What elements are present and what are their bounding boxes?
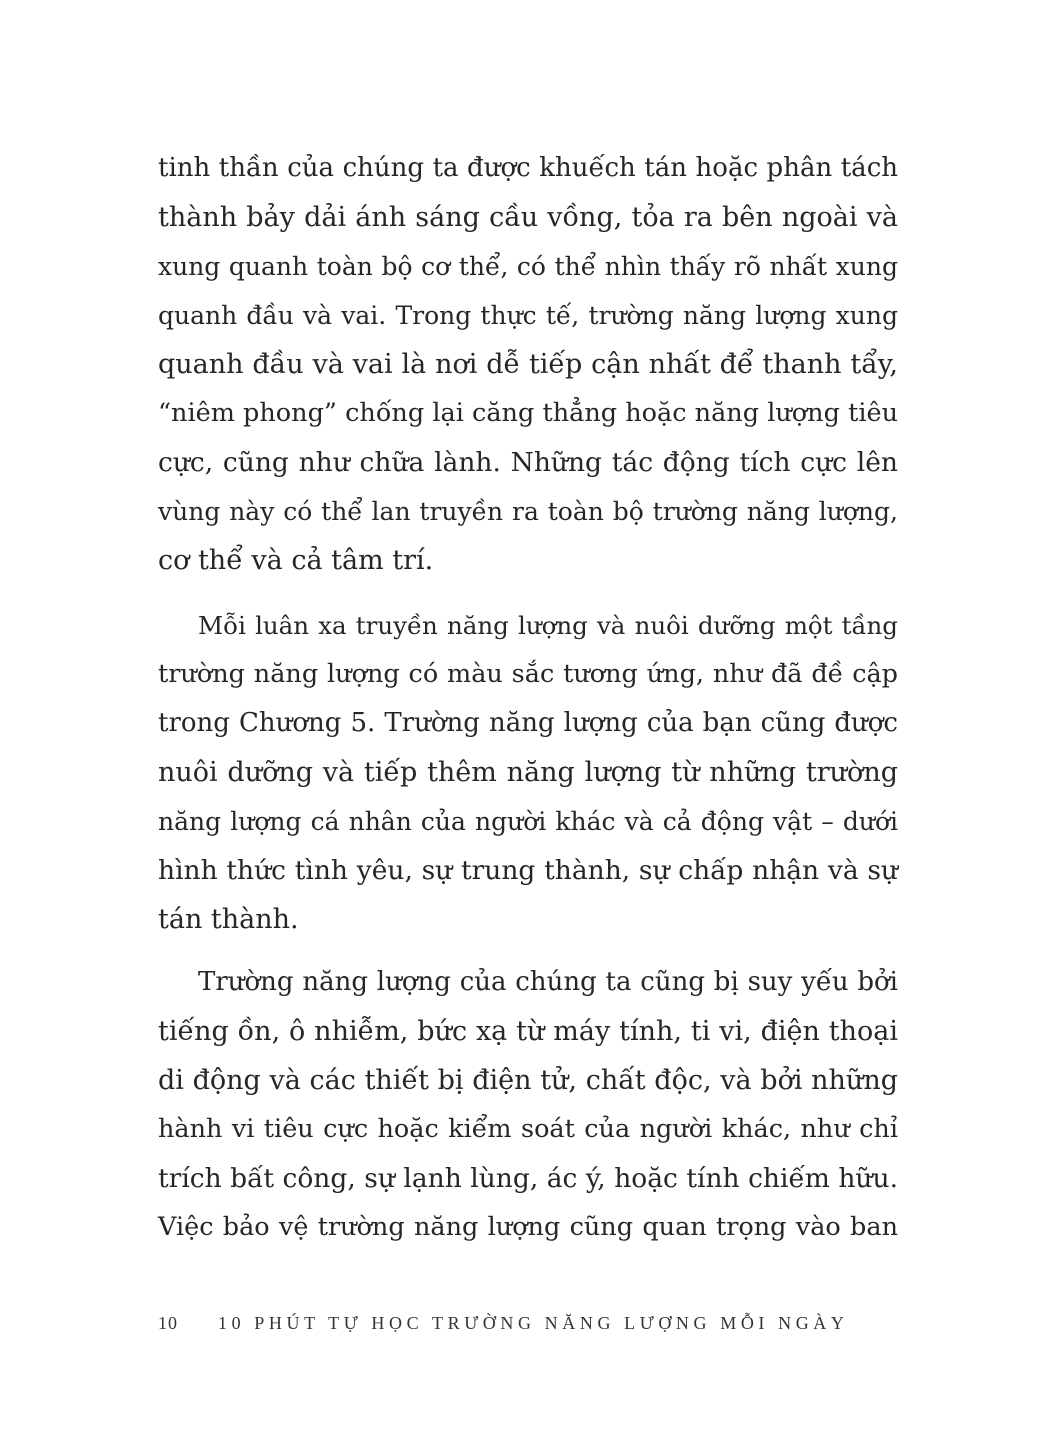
text-line: xung quanh toàn bộ cơ thể, có thể nhìn thấy rõ nhất xung bbox=[158, 252, 898, 281]
text-line: vùng này có thể lan truyền ra toàn bộ trường năng lượng, bbox=[158, 497, 898, 526]
text-line: tiếng ồn, ô nhiễm, bức xạ từ máy tính, ti vi, điện thoại bbox=[158, 1016, 898, 1047]
text-line: cơ thể và cả tâm trí. bbox=[158, 545, 434, 576]
text-line: “niêm phong” chống lại căng thẳng hoặc năng lượng tiêu bbox=[158, 398, 898, 428]
paragraph-2 bbox=[158, 601, 898, 944]
text-line: trích bất công, sự lạnh lùng, ác ý, hoặc tính chiếm hữu. bbox=[158, 1163, 898, 1194]
text-line: trường năng lượng có màu sắc tương ứng, như đã đề cập bbox=[158, 659, 898, 689]
text-line: Trường năng lượng của chúng ta cũng bị suy yếu bởi bbox=[198, 967, 898, 997]
page-footer bbox=[158, 1311, 849, 1335]
text-line: di động và các thiết bị điện tử, chất độc, và bởi những bbox=[158, 1065, 898, 1096]
text-line: Việc bảo vệ trường năng lượng cũng quan trọng vào ban bbox=[158, 1212, 898, 1242]
text-line: năng lượng cá nhân của người khác và cả động vật – dưới bbox=[158, 807, 898, 836]
text-line: tán thành. bbox=[158, 904, 299, 935]
paragraph-3 bbox=[158, 958, 898, 1252]
text-line: tinh thần của chúng ta được khuếch tán hoặc phân tách bbox=[158, 153, 898, 183]
page-number: 10 bbox=[158, 1313, 178, 1333]
text-line: nuôi dưỡng và tiếp thêm năng lượng từ những trường bbox=[158, 757, 898, 788]
text-line: hành vi tiêu cực hoặc kiểm soát của người khác, như chỉ bbox=[158, 1114, 898, 1144]
text-line: hình thức tình yêu, sự trung thành, sự chấp nhận và sự bbox=[158, 855, 898, 886]
text-line: quanh đầu và vai. Trong thực tế, trường năng lượng xung bbox=[158, 301, 898, 330]
text-line: cực, cũng như chữa lành. Những tác động tích cực lên bbox=[158, 447, 898, 478]
text-line: quanh đầu và vai là nơi dễ tiếp cận nhất để thanh tẩy, bbox=[158, 349, 898, 380]
text-line: thành bảy dải ánh sáng cầu vồng, tỏa ra bên ngoài và bbox=[158, 202, 898, 233]
text-line: Mỗi luân xa truyền năng lượng và nuôi dưỡng một tầng bbox=[198, 611, 898, 640]
text-line: trong Chương 5. Trường năng lượng của bạn cũng được bbox=[158, 708, 898, 738]
paragraph-1 bbox=[158, 144, 898, 585]
running-title: 10 PHÚT TỰ HỌC TRƯỜNG NĂNG LƯỢNG MỖI NGÀY bbox=[218, 1313, 849, 1333]
